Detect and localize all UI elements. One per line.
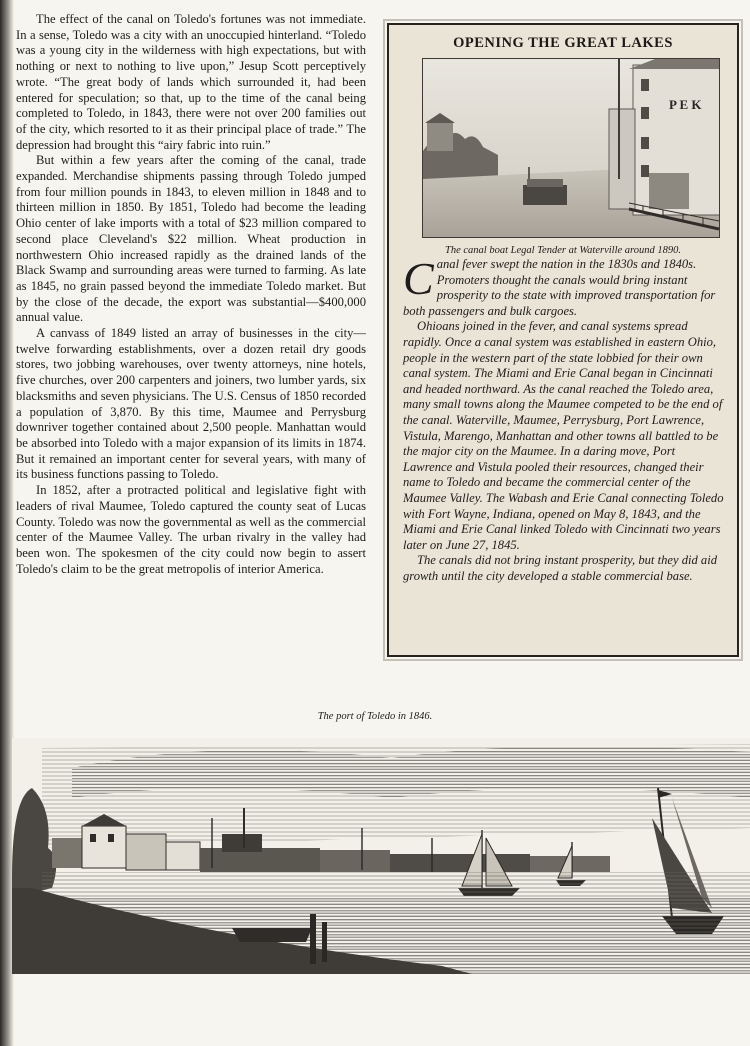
canal-boat-photo [422, 58, 720, 238]
sidebar-box [387, 23, 739, 657]
sidebar-text [403, 253, 725, 584]
sidebar-heading: OPENING THE GREAT LAKES [453, 35, 673, 51]
main-paragraph-1: The effect of the canal on Toledo's fortunes was not immediate. In a sense, Toledo was a city with an unoccupied hinterland. “Toledo was a young city in the wilderness with high expectations, but with nothing or next to nothing to live upon,” Jesup Scott perceptively wrote. “The great body of lands which surrounded it, had been entered for speculation; so that, up to the time of the canal being completed to Toledo, in 1843, there were not over 200 families out of the city, which resorted to it as their principal place of trade.” The depression had brought this “airy fabric into ruin.” [16, 12, 366, 152]
sidebar-paragraph-3: The canals did not bring instant prosperity, but they did aid growth until the city developed a stable commercial base. [403, 553, 718, 583]
photo-caption: The canal boat Legal Tender at Waterville around 1890. [445, 245, 681, 256]
main-paragraph-3: A canvass of 1849 listed an array of businesses in the city—twelve forwarding establishments, over a dozen retail dry goods stores, two jobbing warehouses, over twenty attorneys, nine hotels, five churches, over 200 carpenters and joiners, two lumber yards, six blacksmiths and seven physicians. The U.S. Census of 1850 recorded a population of 3,870. By this time, Maumee and Perrysburg downriver together contained about 2,500 people. Manhattan would be absorbed into Toledo with a major expansion of its limits in 1874. But it remained an important center for several years, with many of its business functions passing to Toledo. [16, 326, 366, 482]
port-of-toledo-engraving [12, 738, 750, 974]
drop-cap: C [403, 253, 434, 304]
engraving-caption: The port of Toledo in 1846. [317, 711, 433, 722]
port-of-toledo-engraving-illustration [12, 738, 750, 974]
main-paragraph-4: In 1852, after a protracted political and legislative fight with leaders of rival Maumee, Toledo captured the county seat of Lucas County. Toledo was now the governmental as well as the commercial center of the Maumee Valley. The urban rivalry in the valley had been won. The spokesmen of the city could now begin to assert Toledo's claim to be the great metropolis of interior America. [16, 483, 366, 576]
photo-building-sign: P E K [669, 97, 702, 112]
sidebar-paragraph-2: Ohioans joined in the fever, and canal systems spread rapidly. Once a canal system was established in eastern Ohio, people in the western part of the state lobbied for their own canal system. The Miami and Erie Canal began in Cincinnati and headed northward. As the canal reached the Toledo area, many small towns along the Maumee competed to be the end of the canal. Waterville, Maumee, Perrysburg, Port Lawrence, Vistula, Marengo, Manhattan and other towns all battled to be the major city on the Maumee. In a daring move, Port Lawrence and Vistula pooled their resources, changed their name to Toledo and became the commercial center of the Maumee Valley. The Wabash and Erie Canal connecting Toledo with Fort Wayne, Indiana, opened on May 8, 1843, and the Miami and Erie Canal linked Toledo with Cincinnati two years later on June 27, 1845. [403, 319, 724, 552]
main-article-column [16, 12, 366, 577]
sidebar-paragraph-1 [403, 253, 725, 319]
main-paragraph-2: But within a few years after the coming of the canal, trade expanded. Merchandise shipments passing through Toledo jumped from four million pounds in 1843, to eleven million in 1848 and to thirteen million in 1850. By 1851, Toledo had become the leading Ohio center of lake imports with a total of $23 million compared to second place Cleveland's $22 million. Wheat production in northwestern Ohio increased rapidly as the drained lands of the Black Swamp and surrounding areas were turned to farming. As late as 1845, no grain passed beyond the immediate Toledo market. But by the close of the decade, the export was substantial—$400,000 annual value. [16, 153, 366, 325]
canal-boat-photo-illustration [423, 59, 719, 237]
sidebar-paragraph-1-text: anal fever swept the nation in the 1830s and 1840s. Promoters thought the canals would bring instant prosperity to the state with improved transportation for both passengers and bulk cargoes. [403, 257, 716, 318]
